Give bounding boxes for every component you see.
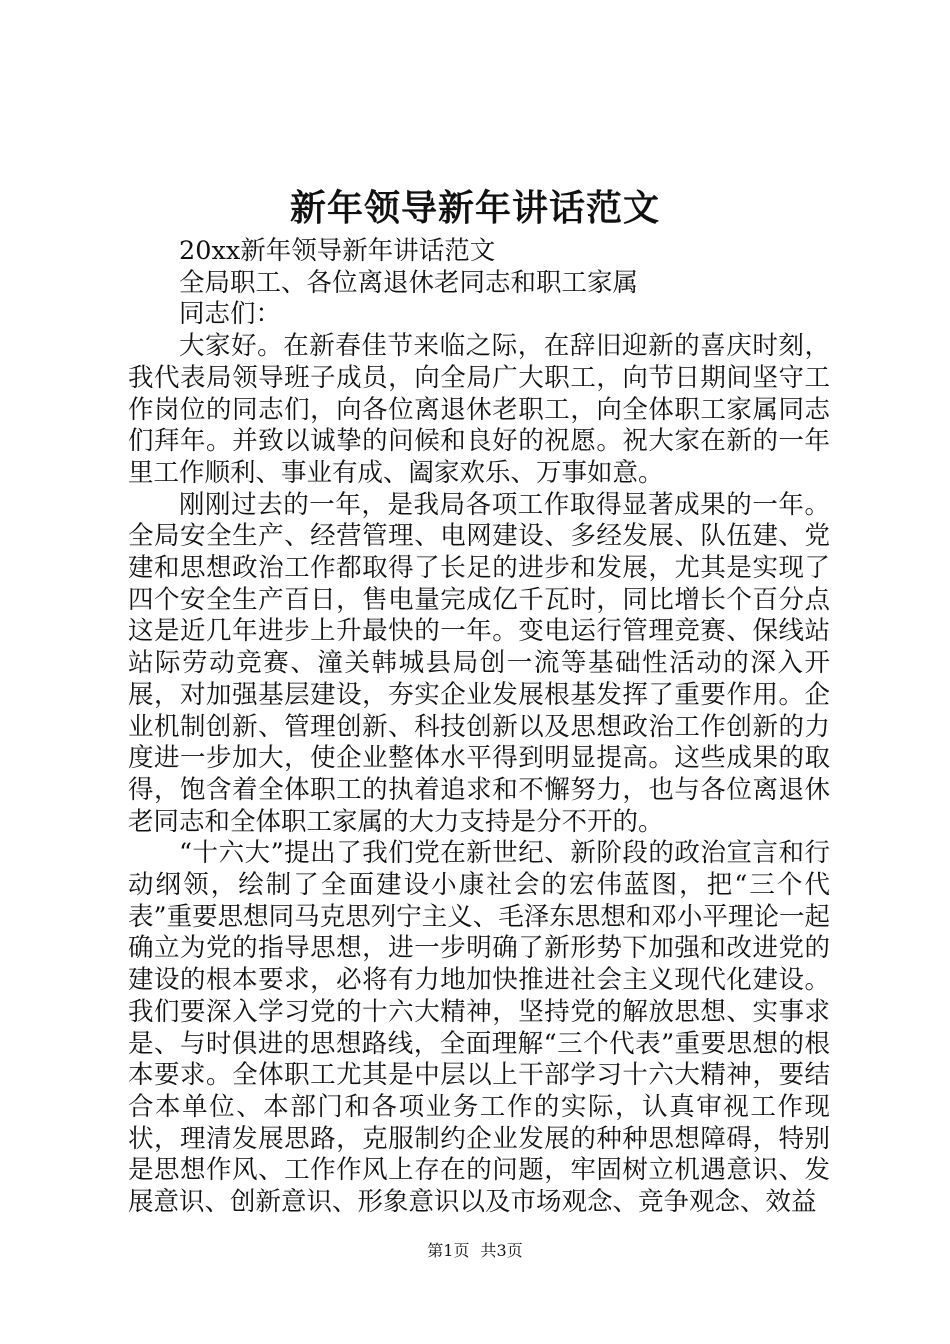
addressee-line: 全局职工、各位离退休老同志和职工家属	[179, 267, 639, 298]
paragraph-greeting: 大家好。在新春佳节来临之际，在辞旧迎新的喜庆时刻，我代表局领导班子成员，向全局广大职工，向节日期间坚守工作岗位的同志们，向各位离退休老职工，向全体职工家属同志们拜年。并致以诚挚的问候和良好的祝愿。祝大家在新的一年里工作顺利、事业有成、阖家欢乐、万事如意。	[128, 331, 830, 488]
page-number: 第1页	[427, 1241, 470, 1260]
page-total: 共3页	[480, 1241, 523, 1260]
subtitle-line: 20xx新年领导新年讲话范文	[179, 236, 496, 266]
document-body	[128, 236, 830, 1219]
document-title: 新年领导新年讲话范文	[289, 187, 660, 229]
paragraph-sixteenth-congress: “十六大”提出了我们党在新世纪、新阶段的政治宣言和行动纲领，绘制了全面建设小康社会的宏伟蓝图，把“三个代表”重要思想同马克思列宁主义、毛泽东思想和邓小平理论一起确立为党的指导思想，进一步明确了新形势下加强和改进党的建设的根本要求，必将有力地加快推进社会主义现代化建设。我们要深入学习党的十六大精神，坚持党的解放思想、实事求是、与时俱进的思想路线，全面理解“三个代表”重要思想的根本要求。全体职工尤其是中层以上干部学习十六大精神，要结合本单位、本部门和各项业务工作的实际，认真审视工作现状，理清发展思路，克服制约企业发展的种种思想障碍，特别是思想作风、工作作风上存在的问题，牢固树立机遇意识、发展意识、创新意识、形象意识以及市场观念、竞争观念、效益	[128, 838, 830, 1218]
page-footer	[0, 1241, 950, 1261]
paragraph-achievements: 刚刚过去的一年，是我局各项工作取得显著成果的一年。全局安全生产、经营管理、电网建设、多经发展、队伍建、党建和思想政治工作都取得了长足的进步和发展，尤其是实现了四个安全生产百日，售电量完成亿千瓦时，同比增长个百分点这是近几年进步上升最快的一年。变电运行管理竞赛、保线站站际劳动竞赛、潼关韩城县局创一流等基础性活动的深入开展，对加强基层建设，夯实企业发展根基发挥了重要作用。企业机制创新、管理创新、科技创新以及思想政治工作创新的力度进一步加大，使企业整体水平得到明显提高。这些成果的取得，饱含着全体职工的执着追求和不懈努力，也与各位离退休老同志和全体职工家属的大力支持是分不开的。	[128, 489, 830, 837]
salutation-line: 同志们：	[179, 299, 282, 330]
